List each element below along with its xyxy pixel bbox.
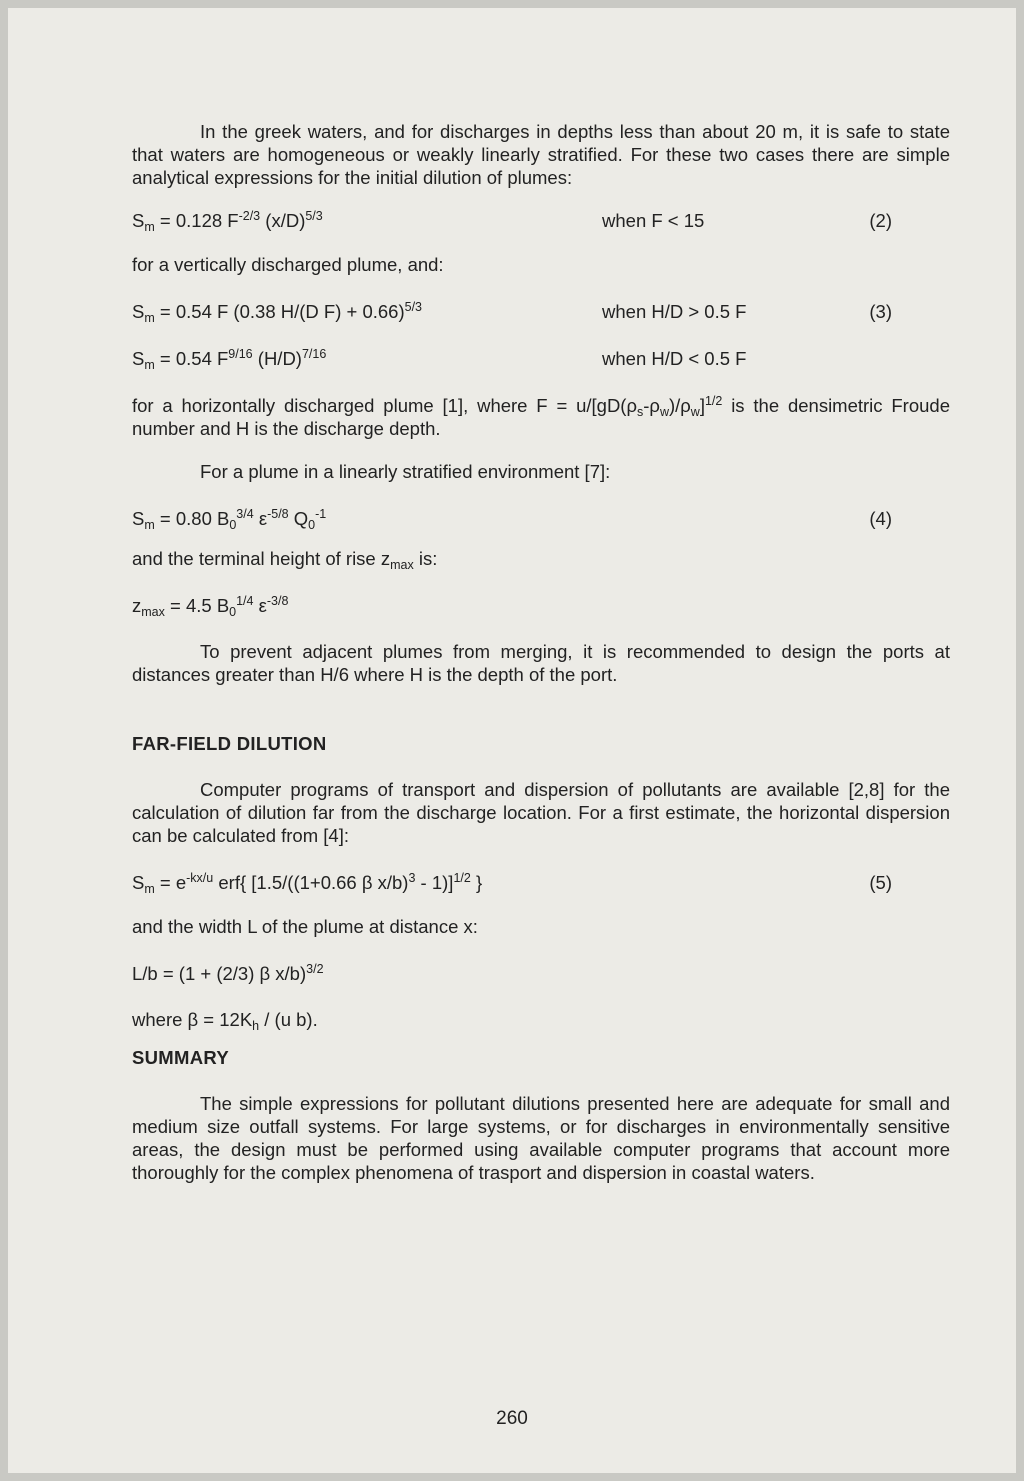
equation-3-expression: $S_m = 0.54$ F (0.38 H/(D F) + 0.66)$^{5/3}$ <box>132 300 423 325</box>
equation-zmax <box>132 594 950 620</box>
equation-5 <box>132 871 950 897</box>
equation-5-number: (5) <box>869 872 892 893</box>
equation-4-expression: $S_m = 0.80$ $B_0^{3/4}$ $\varepsilon^{-5/8}$ $Q_0^{-1}$ <box>132 507 327 532</box>
equation-3 <box>132 300 950 326</box>
equation-4 <box>132 507 950 533</box>
equation-3-number: (3) <box>869 301 892 322</box>
equation-zmax-expression: $z_{max} = 4.5$ $B_0^{1/4}$ $\varepsilon^{-3/8}$ <box>132 594 289 619</box>
equation-2 <box>132 209 950 235</box>
horizontal-plume-paragraph: for a horizontally discharged plume [1], where $F = u/[gD(\rho_s-\rho_w)/\rho_w]^{1/2}$ is the densimetric Froude number and H is the discharge depth. <box>132 394 950 439</box>
equation-2-expression: $S_m = 0.128$ $F^{-2/3}$ $(x/D)^{5/3}$ <box>132 209 323 234</box>
equation-3b <box>132 347 950 373</box>
vertical-plume-text: for a vertically discharged plume, and: <box>132 254 444 275</box>
beta-definition-expression: where $\beta = 12K_h / (u$ b). <box>132 1009 318 1033</box>
far-field-heading: FAR-FIELD DILUTION <box>132 733 327 754</box>
equation-width-expression: L/b = (1 + (2/3) β x/b)$^{3/2}$ <box>132 962 324 984</box>
equation-3b-condition: when H/D < 0.5 F <box>602 348 747 369</box>
beta-definition <box>132 1008 950 1034</box>
equation-2-condition: when F < 15 <box>602 210 705 231</box>
terminal-height-text: and the terminal height of rise $z_{max}$ is: <box>132 548 438 572</box>
page-content <box>132 120 950 1184</box>
intro-paragraph: In the greek waters, and for discharges in depths less than about 20 m, it is safe to state that waters are homogeneous or weakly linearly stratified. For these two cases there are simple analytical expressions for the initial dilution of plumes: <box>132 121 950 188</box>
equation-3b-expression: $S_m = 0.54$ $F^{9/16}$ $(H/D)^{7/16}$ <box>132 347 327 372</box>
document-page <box>8 8 1016 1473</box>
equation-3-condition: when H/D > 0.5 F <box>602 301 747 322</box>
stratified-paragraph: For a plume in a linearly stratified environment [7]: <box>200 461 611 482</box>
equation-4-number: (4) <box>869 508 892 529</box>
width-text: and the width L of the plume at distance x: <box>132 916 478 937</box>
page-number: 260 <box>496 1408 528 1429</box>
far-field-paragraph: Computer programs of transport and dispersion of pollutants are available [2,8] for the calculation of dilution far from the discharge location. For a first estimate, the horizontal dispersion can be calculated from [4]: <box>132 779 950 846</box>
equation-width <box>132 962 950 988</box>
summary-paragraph: The simple expressions for pollutant dilutions presented here are adequate for small and medium size outfall systems. For large systems, or for discharges in environmentally sensitive areas, the design must be performed using available computer programs that account more thoroughly for the complex phenomena of trasport and dispersion in coastal waters. <box>132 1093 950 1183</box>
equation-5-expression: $S_m = e^{-kx/u}$ erf{ [1.5/((1+0.66 β x/b)$^3$ - 1)]$^{1/2}$ } <box>132 871 483 896</box>
equation-2-number: (2) <box>869 210 892 231</box>
merge-paragraph: To prevent adjacent plumes from merging, it is recommended to design the ports at distances greater than H/6 where H is the depth of the port. <box>132 641 950 685</box>
summary-heading: SUMMARY <box>132 1047 229 1068</box>
